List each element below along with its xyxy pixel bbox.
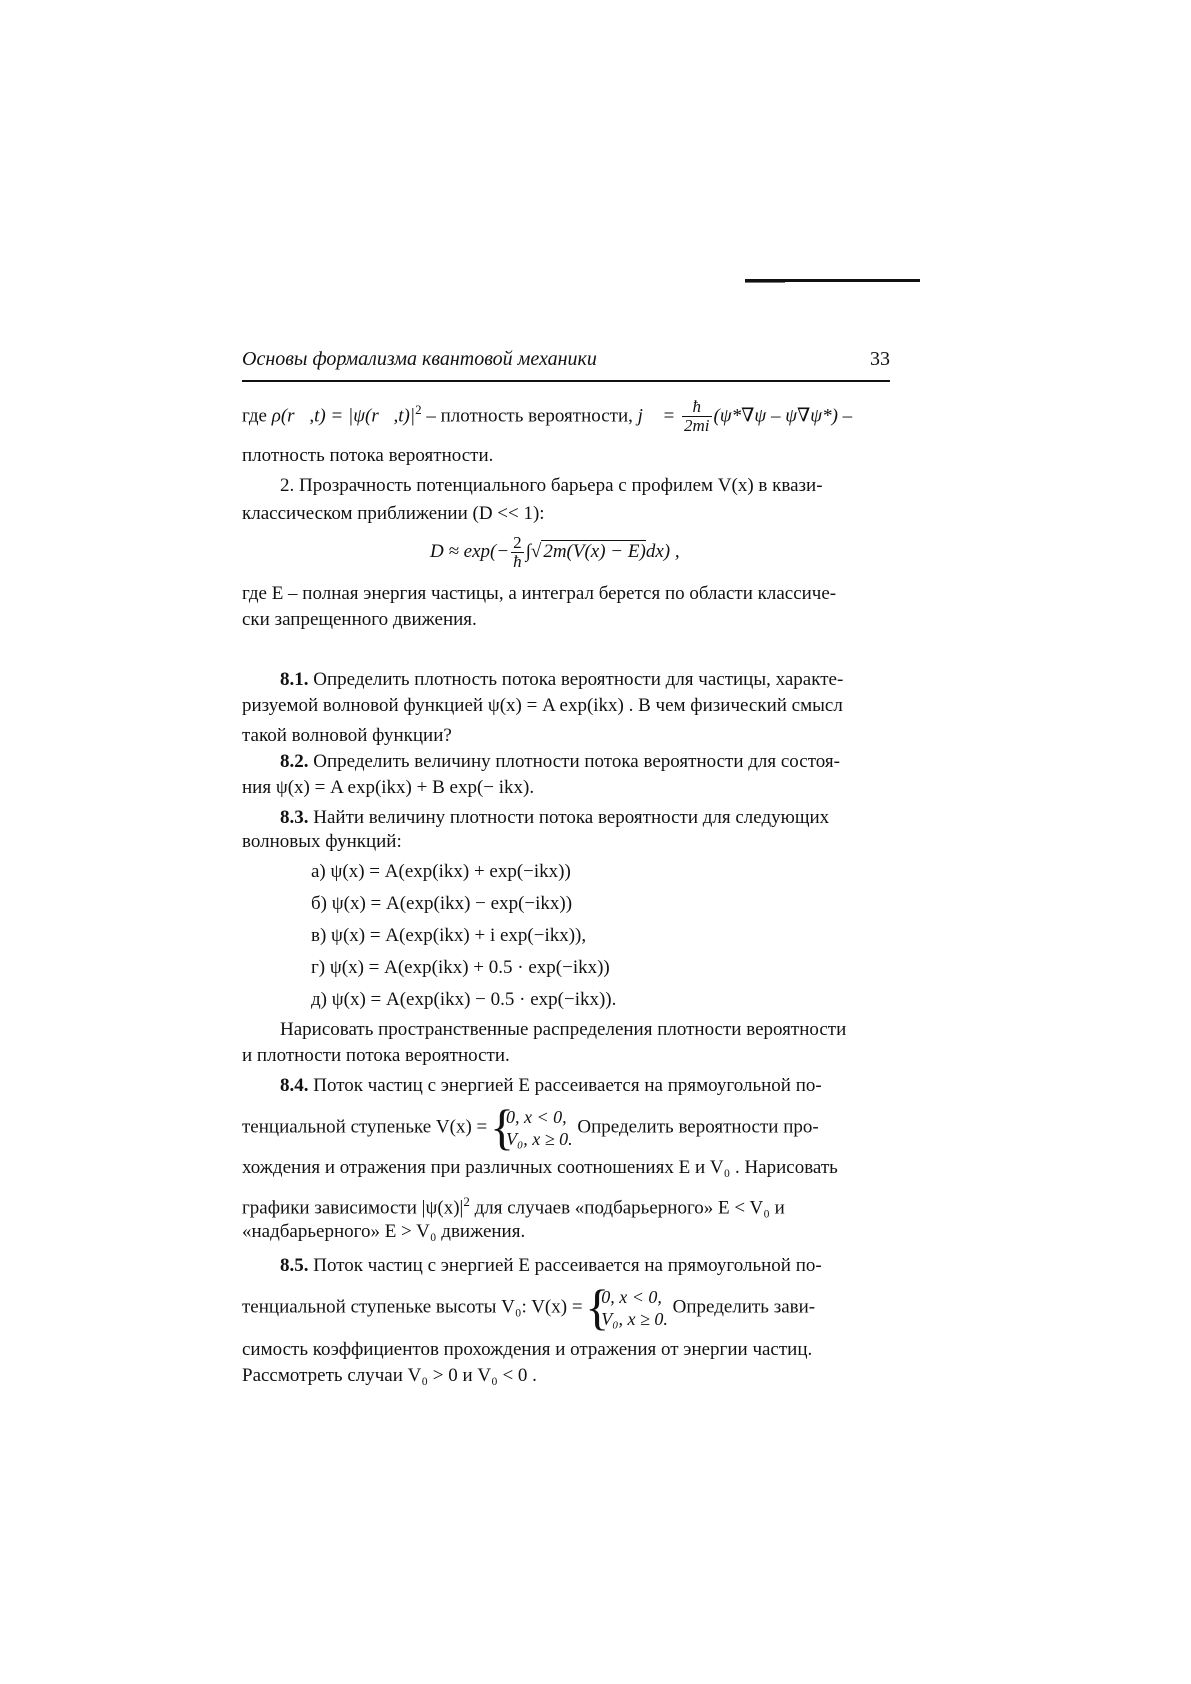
j-lhs: j⃗ = (637, 405, 681, 427)
problem-8-1-text: Определить плотность потока вероятности для частицы, характе- (308, 669, 844, 690)
problem-8-5-line2 (242, 1286, 892, 1330)
problem-8-5-line2-start: тенциальной ступеньке высоты V₀: V(x) = (242, 1296, 588, 1318)
rho-prefix: где (242, 405, 272, 427)
problem-8-1-line1 (280, 668, 930, 692)
D-radicand: 2m(V(x) − E) (543, 540, 646, 562)
problem-8-1-line3: такой волновой функции? (242, 725, 452, 746)
problem-8-3-line1 (280, 806, 930, 830)
problem-8-5-line1 (280, 1254, 930, 1278)
problem-8-4-case2: V₀, x ≥ 0. (506, 1129, 573, 1149)
rho-formula: ρ(r⃗,t) = |ψ(r⃗,t)| (271, 405, 416, 427)
problem-8-5-number: 8.5. (280, 1255, 309, 1276)
problem-8-4-text: Поток частиц с энергией E рассеивается на прямоугольной по- (308, 1075, 822, 1096)
transparency-formula (430, 534, 680, 571)
D-fraction (511, 534, 524, 571)
problem-8-5-case1: { 0, x < 0, (601, 1287, 662, 1307)
p2-line3: где E – полная энергия частицы, а интеграл берется по области классиче- (242, 583, 837, 604)
problem-8-4-line4 (242, 1190, 892, 1220)
D-integral: ∫√ (525, 540, 542, 562)
problem-8-5-line4: Рассмотреть случаи V₀ > 0 и V₀ < 0 . (242, 1365, 537, 1386)
rho-j-line (242, 398, 892, 435)
problem-8-5-piecewise (587, 1286, 668, 1330)
problem-8-3-item-a: а) ψ(x) = A(exp(ikx) + exp(−ikx)) (311, 861, 571, 882)
problem-8-3-line4: и плотности потока вероятности. (242, 1045, 510, 1066)
problem-8-3-item-e: д) ψ(x) = A(exp(ikx) − 0.5 · exp(−ikx)). (311, 989, 617, 1010)
problem-8-4-line2 (242, 1106, 892, 1150)
header-rule (242, 380, 890, 382)
problem-8-4-line3: хождения и отражения при различных соотношениях E и V₀ . Нарисовать (242, 1157, 838, 1178)
problem-8-3-number: 8.3. (280, 807, 309, 828)
problem-8-3-line3: Нарисовать пространственные распределения плотности вероятности (280, 1019, 847, 1040)
problem-8-3-item-d: г) ψ(x) = A(exp(ikx) + 0.5 · exp(−ikx)) (311, 957, 610, 978)
j-denominator: 2mi (684, 416, 710, 436)
running-title: Основы формализма квантовой механики (242, 348, 597, 370)
problem-8-3-line2: волновых функций: (242, 831, 402, 852)
problem-8-4-piecewise (492, 1106, 573, 1150)
problem-8-5-text: Поток частиц с энергией E рассеивается на прямоугольной по- (308, 1255, 822, 1276)
problem-8-4-case1: { 0, x < 0, (506, 1107, 567, 1127)
problem-8-4-line2-start: тенциальной ступеньке V(x) = (242, 1116, 493, 1138)
page-number: 33 (870, 348, 890, 370)
problem-8-4-power: 2 (463, 1194, 470, 1209)
problem-8-5-line3: симость коэффициентов прохождения и отражения от энергии частиц. (242, 1339, 813, 1360)
D-denominator: ħ (513, 552, 522, 571)
D-end: dx) , (645, 540, 680, 562)
problem-8-4-line4-end: для случаев «подбарьерного» E < V₀ и (469, 1197, 785, 1219)
rho-desc: – плотность вероятности, (421, 405, 638, 427)
j-desc-line: плотность потока вероятности. (242, 445, 494, 466)
problem-8-4-line4-start: графики зависимости |ψ(x)| (242, 1197, 464, 1219)
p2-line4: ски запрещенного движения. (242, 609, 477, 630)
problem-8-4-line1 (280, 1074, 930, 1098)
problem-8-4-number: 8.4. (280, 1075, 309, 1096)
problem-8-2-line2: ния ψ(x) = A exp(ikx) + B exp(− ikx). (242, 777, 535, 798)
problem-8-4-line5: «надбарьерного» E > V₀ движения. (242, 1221, 526, 1242)
problem-8-5-case2: V₀, x ≥ 0. (601, 1309, 668, 1329)
problem-8-2-number: 8.2. (280, 751, 309, 772)
D-lhs: D ≈ exp(− (430, 540, 510, 562)
problem-8-3-item-c: в) ψ(x) = A(exp(ikx) + i exp(−ikx)), (311, 925, 587, 946)
p2-line2: классическом приближении (D << 1): (242, 503, 545, 524)
problem-8-2-text: Определить величину плотности потока вероятности для состоя- (308, 751, 840, 772)
running-header (242, 348, 890, 378)
problem-8-1-line2: ризуемой волновой функцией ψ(x) = A exp(ikx) . В чем физический смысл (242, 695, 843, 716)
problem-8-3-item-b: б) ψ(x) = A(exp(ikx) − exp(−ikx)) (311, 893, 573, 914)
j-fraction (682, 398, 712, 435)
problem-8-3-text: Найти величину плотности потока вероятности для следующих (308, 807, 830, 828)
rho-power: 2 (415, 402, 422, 417)
j-rhs: (ψ*∇ψ – ψ∇ψ*) – (713, 405, 853, 427)
D-numerator: 2 (513, 533, 522, 552)
problem-8-4-line2-end: Определить вероятности про- (572, 1116, 819, 1138)
problem-8-1-number: 8.1. (280, 669, 309, 690)
j-numerator: ħ (682, 398, 712, 417)
p2-line1: 2. Прозрачность потенциального барьера с профилем V(x) в квази- (280, 475, 823, 496)
problem-8-5-line2-end: Определить зави- (667, 1296, 816, 1318)
problem-8-2-line1 (280, 750, 930, 774)
top-decorative-rule-thin (745, 282, 785, 283)
